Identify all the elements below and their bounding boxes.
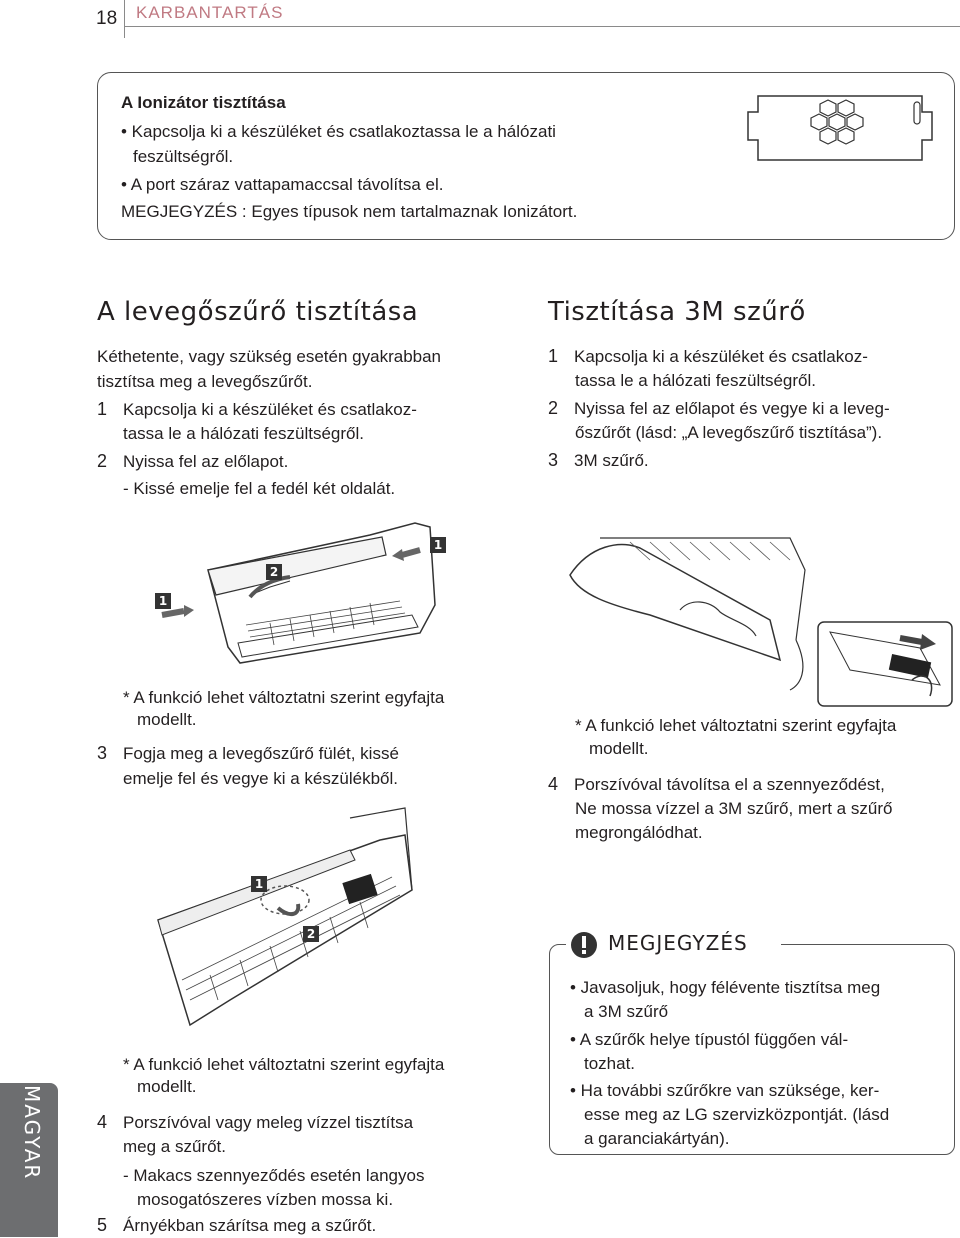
- marker-2-filter: 2: [303, 926, 319, 942]
- ionizer-bullet-2: • A port száraz vattapamaccsal távolítsa el.: [121, 175, 444, 194]
- ac-filter-removal-illustration: [150, 800, 420, 1030]
- language-label: MAGYAR: [20, 1085, 44, 1181]
- step-number: 5: [97, 1215, 108, 1235]
- filter-3m-step-4-line-2: Ne mossa vízzel a 3M szűrő, mert a szűrő: [575, 799, 893, 818]
- filter-3m-step-1-line-2: tassa le a hálózati feszültségről.: [575, 371, 816, 390]
- step-number: 1: [97, 399, 108, 419]
- air-filter-step-3-line-2: emelje fel és vegye ki a készülékből.: [123, 769, 398, 788]
- header-divider: [124, 0, 125, 38]
- note-title: MEGJEGYZÉS: [608, 931, 748, 955]
- air-filter-intro-line-1: Kéthetente, vagy szükség esetén gyakrabban: [97, 347, 442, 366]
- note-bullet-3-line-3: a garanciakártyán).: [584, 1129, 730, 1148]
- air-filter-step-1: [97, 397, 417, 422]
- filter-3m-step-2: [548, 396, 890, 421]
- caption-1-line-2: modellt.: [137, 710, 197, 729]
- step-text: 3M szűrő.: [574, 451, 649, 470]
- caption-2-line-1: * A funkció lehet változtatni szerint egyfajta: [123, 1055, 445, 1074]
- step-number: 3: [97, 743, 108, 763]
- step-number: 4: [548, 774, 559, 794]
- filter-3m-caption-line-2: modellt.: [589, 739, 649, 758]
- step-number: 4: [97, 1112, 108, 1132]
- exclamation-icon: [570, 931, 598, 959]
- air-filter-step-4-sub-line-2: mosogatószeres vízben mossa ki.: [137, 1190, 394, 1209]
- air-filter-step-4-line-2: meg a szűrőt.: [123, 1137, 226, 1156]
- air-filter-step-4-sub-line-1: - Makacs szennyeződés esetén langyos: [123, 1166, 425, 1185]
- language-side-tab: [0, 1083, 58, 1237]
- header-rule: [124, 26, 960, 27]
- note-bullet-2-line-2: tozhat.: [584, 1054, 636, 1073]
- filter-3m-step-1: [548, 344, 868, 369]
- filter-3m-heading: Tisztítása 3M szűrő: [548, 297, 806, 327]
- filter-3m-caption-line-1: * A funkció lehet változtatni szerint egyfajta: [575, 716, 897, 735]
- filter-3m-step-4-line-3: megrongálódhat.: [575, 823, 703, 842]
- ionizer-bullet-1-line-1: • Kapcsolja ki a készüléket és csatlakoztassa le a hálózati: [121, 122, 556, 141]
- ac-3m-filter-illustration: [560, 520, 952, 710]
- caption-2-line-2: modellt.: [137, 1077, 197, 1096]
- filter-3m-step-3: [548, 448, 649, 473]
- air-filter-step-1-line-2: tassa le a hálózati feszültségről.: [123, 424, 364, 443]
- step-text: Porszívóval vagy meleg vízzel tisztítsa: [123, 1113, 414, 1132]
- air-filter-step-3: [97, 741, 399, 766]
- marker-1-left: 1: [155, 593, 171, 609]
- marker-2: 2: [266, 564, 282, 580]
- section-title: KARBANTARTÁS: [136, 3, 284, 22]
- step-text: Kapcsolja ki a készüléket és csatlakoz-: [574, 347, 868, 366]
- step-number: 1: [548, 346, 559, 366]
- ac-open-panel-illustration: [150, 515, 450, 665]
- ionizer-note: MEGJEGYZÉS : Egyes típusok nem tartalmaznak Ionizátort.: [121, 202, 578, 221]
- caption-1-line-1: * A funkció lehet változtatni szerint egyfajta: [123, 688, 445, 707]
- step-text: Nyissa fel az előlapot és vegye ki a leveg-: [574, 399, 890, 418]
- note-bullet-3-line-1: • Ha további szűrőkre van szüksége, ker-: [570, 1081, 880, 1100]
- marker-1-right: 1: [430, 537, 446, 553]
- air-filter-step-2: [97, 449, 288, 474]
- step-text: Fogja meg a levegőszűrő fülét, kissé: [123, 744, 399, 763]
- step-number: 2: [548, 398, 559, 418]
- air-filter-step-4: [97, 1110, 413, 1135]
- air-filter-intro-line-2: tisztítsa meg a levegőszűrőt.: [97, 372, 313, 391]
- air-filter-heading: A levegőszűrő tisztítása: [97, 297, 419, 327]
- note-bullet-1-line-1: • Javasoljuk, hogy félévente tisztítsa meg: [570, 978, 881, 997]
- note-bullet-2-line-1: • A szűrők helye típustól függően vál-: [570, 1030, 849, 1049]
- filter-3m-step-4: [548, 772, 885, 797]
- air-filter-step-5: [97, 1213, 376, 1238]
- step-text: Kapcsolja ki a készüléket és csatlakoz-: [123, 400, 417, 419]
- air-filter-step-2-sub: - Kissé emelje fel a fedél két oldalát.: [123, 479, 396, 498]
- ionizer-illustration: [740, 82, 940, 172]
- ionizer-title: A Ionizátor tisztítása: [121, 93, 286, 112]
- step-text: Nyissa fel az előlapot.: [123, 452, 289, 471]
- note-bullet-3-line-2: esse meg az LG szervizközpontját. (lásd: [584, 1105, 890, 1124]
- ionizer-bullet-1-line-2: feszültségről.: [133, 147, 234, 166]
- note-bullet-1-line-2: a 3M szűrő: [584, 1002, 669, 1021]
- step-text: Porszívóval távolítsa el a szennyeződést,: [574, 775, 885, 794]
- step-number: 3: [548, 450, 559, 470]
- marker-1-filter: 1: [251, 876, 267, 892]
- step-text: Árnyékban szárítsa meg a szűrőt.: [123, 1216, 377, 1235]
- step-number: 2: [97, 451, 108, 471]
- page-number: 18: [96, 8, 118, 29]
- filter-3m-step-2-line-2: őszűrőt (lásd: „A levegőszűrő tisztítása”).: [575, 423, 883, 442]
